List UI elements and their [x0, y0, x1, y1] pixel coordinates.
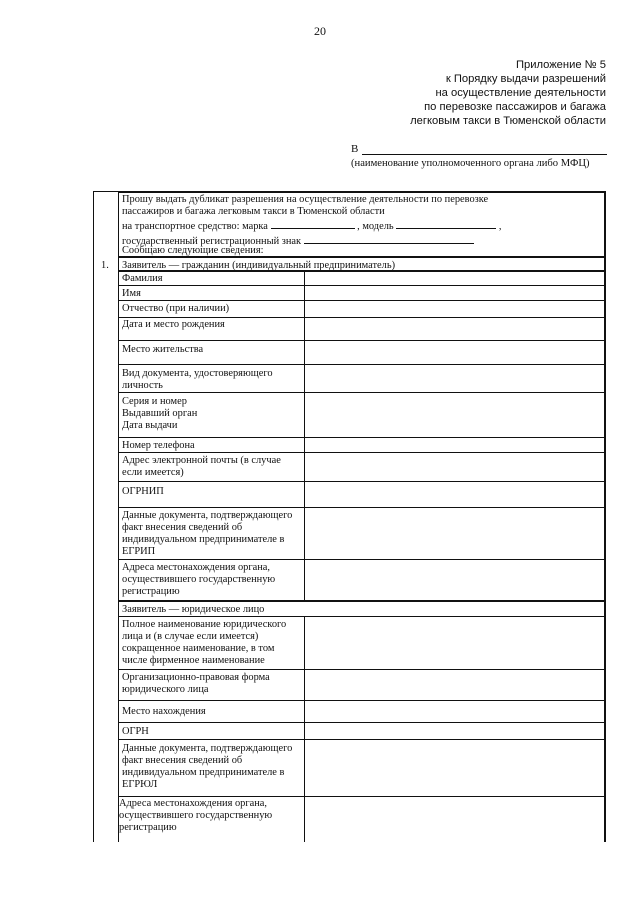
vehicle-brand-field[interactable] [271, 218, 355, 229]
vehicle-model-field[interactable] [396, 218, 496, 229]
report-label: Сообщаю следующие сведения: [122, 245, 264, 256]
label-surname: Фамилия [122, 273, 163, 284]
label-egrul-document: Данные документа, подтверждающего факт внесения сведений об индивидуальном предпринимателе в ЕГРЮЛ [122, 743, 293, 790]
value-egrul-document[interactable] [306, 740, 602, 796]
recipient-block [351, 141, 607, 169]
value-legal-form[interactable] [306, 670, 602, 700]
recipient-field[interactable] [362, 143, 607, 155]
label-registration-authority: Адреса местонахождения органа, осуществившего государственную регистрацию [122, 562, 276, 597]
label-patronymic: Отчество (при наличии) [122, 303, 230, 314]
value-registration-authority[interactable] [306, 560, 602, 601]
value-ogrn[interactable] [306, 723, 602, 739]
label-document-details: Серия и номер Выдавший орган Дата выдачи [122, 396, 198, 431]
application-form [93, 191, 605, 842]
value-legal-registration-authority[interactable] [306, 797, 602, 842]
label-location: Место нахождения [122, 706, 206, 717]
label-id-document: Вид документа, удостоверяющего личность [122, 368, 273, 391]
appendix-line: на осуществление деятельности [435, 87, 606, 99]
label-ogrnip: ОГРНИП [122, 486, 164, 497]
form-right-border [604, 191, 606, 842]
request-line: пассажиров и багажа легковым такси в Тюменской области [122, 206, 385, 217]
value-location[interactable] [306, 701, 602, 722]
appendix-line: легковым такси в Тюменской области [410, 115, 606, 127]
model-tail: , [498, 221, 502, 232]
value-egrip-document[interactable] [306, 508, 602, 559]
value-id-document[interactable] [306, 365, 602, 392]
label-email: Адрес электронной почты (в случае если имеется) [122, 455, 281, 478]
plate-label: государственный регистрационный знак [122, 236, 302, 247]
label-legal-registration-authority: Адреса местонахождения органа, осуществившего государственную регистрацию [119, 798, 273, 833]
value-legal-name[interactable] [306, 617, 602, 669]
recipient-prefix: В [351, 143, 359, 155]
appendix-line: Приложение № 5 [515, 59, 606, 71]
request-text [122, 194, 542, 248]
plate-number-field[interactable] [304, 233, 474, 244]
number-column-divider [118, 191, 119, 842]
value-name[interactable] [306, 286, 602, 300]
recipient-hint: (наименование уполномоченного органа либо МФЦ) [351, 158, 590, 169]
page-number: 20 [314, 24, 326, 38]
vehicle-line [122, 218, 542, 233]
label-residence: Место жительства [122, 344, 204, 355]
section1-title: Заявитель — гражданин (индивидуальный предприниматель) [122, 260, 396, 271]
request-line: Прошу выдать дубликат разрешения на осуществление деятельности по перевозке [122, 194, 489, 205]
divider [118, 600, 605, 602]
vehicle-label: на транспортное средство: марка [122, 221, 268, 232]
section-number: 1. [101, 260, 109, 271]
value-surname[interactable] [306, 271, 602, 285]
appendix-line: к Порядку выдачи разрешений [445, 73, 606, 85]
value-patronymic[interactable] [306, 301, 602, 317]
label-phone: Номер телефона [122, 440, 195, 451]
value-phone[interactable] [306, 438, 602, 452]
value-email[interactable] [306, 453, 602, 481]
value-ogrnip[interactable] [306, 482, 602, 507]
value-birth-date-place[interactable] [306, 318, 602, 340]
label-legal-name: Полное наименование юридического лица и (в случае если имеется) сокращенное наименование, в том числе фирменное наименование [122, 619, 287, 666]
value-document-details[interactable] [306, 393, 602, 437]
label-birth-date-place: Дата и место рождения [122, 319, 225, 330]
appendix-line: по перевозке пассажиров и багажа [424, 101, 606, 113]
label-legal-form: Организационно-правовая форма юридического лица [122, 672, 270, 695]
appendix-header [410, 58, 606, 128]
label-ogrn: ОГРН [122, 726, 149, 737]
value-residence[interactable] [306, 341, 602, 364]
label-egrip-document: Данные документа, подтверждающего факт внесения сведений об индивидуальном предпринимателе в ЕГРИП [122, 510, 293, 557]
label-name: Имя [122, 288, 141, 299]
model-label: , модель [357, 221, 394, 232]
section2-title: Заявитель — юридическое лицо [122, 604, 265, 615]
